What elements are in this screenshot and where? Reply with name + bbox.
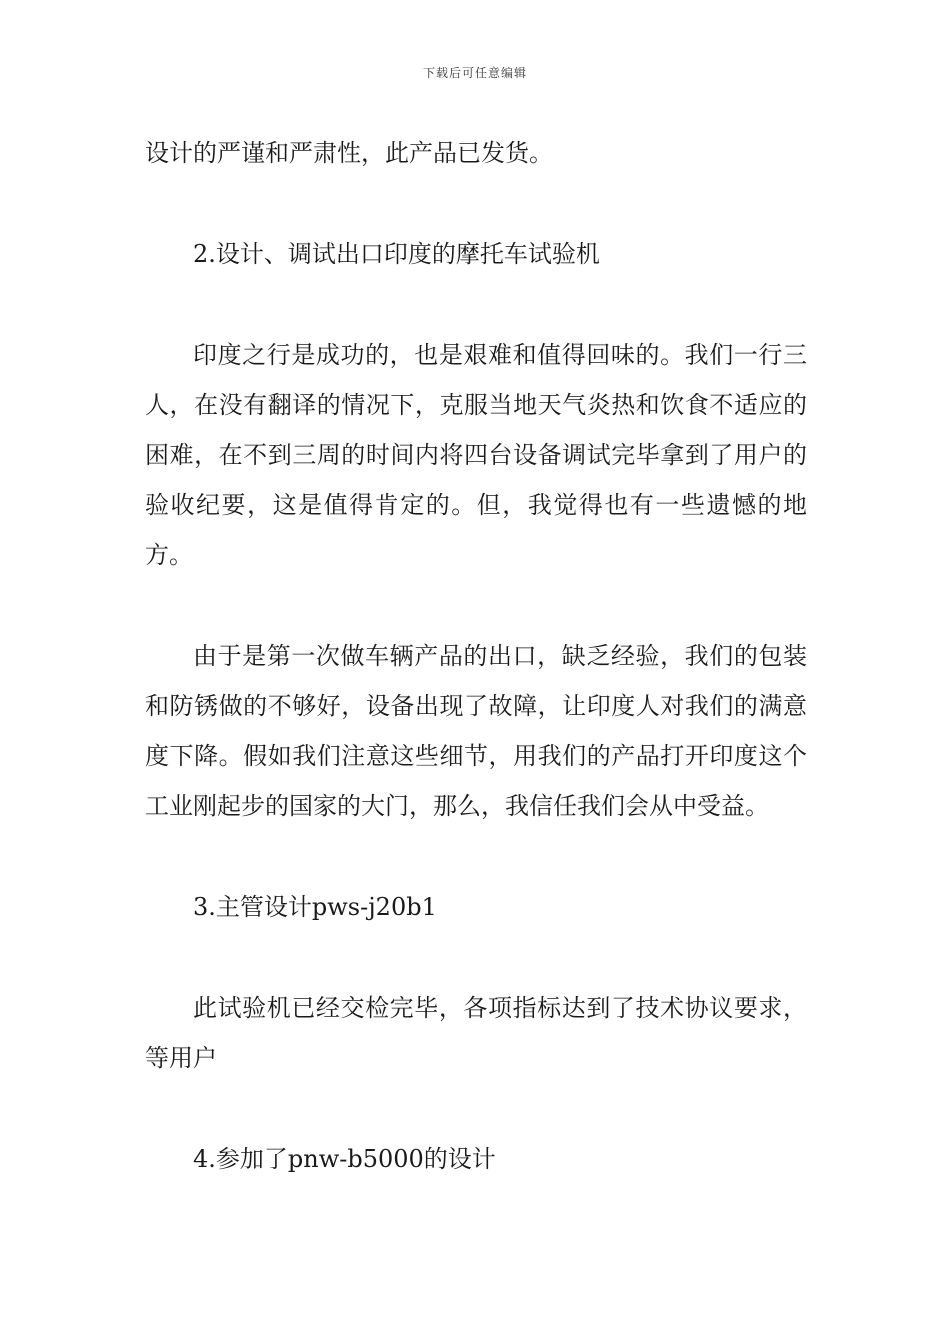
- paragraph-export-lessons: 由于是第一次做车辆产品的出口，缺乏经验，我们的包装和防锈做的不够好，设备出现了故障，让印度人对我们的满意度下降。假如我们注意这些细节，用我们的产品打开印度这个工业刚起步的国家的大门，那么，我信任我们会从中受益。: [145, 642, 807, 820]
- section-heading-2: 2.设计、调试出口印度的摩托车试验机: [193, 240, 600, 268]
- page-header: 下载后可任意编辑: [422, 66, 527, 80]
- paragraph-inspection: 此试验机已经交检完毕，各项指标达到了技术协议要求，等用户: [145, 994, 807, 1072]
- section-heading-4: 4.参加了pnw-b5000的设计: [193, 1145, 496, 1173]
- section-heading-3: 3.主管设计pws-j20b1: [193, 893, 437, 921]
- paragraph-continuation: 设计的严谨和严肃性，此产品已发货。: [145, 139, 553, 167]
- document-body: [145, 128, 807, 1184]
- paragraph-india-trip: 印度之行是成功的，也是艰难和值得回味的。我们一行三人，在没有翻译的情况下，克服当地天气炎热和饮食不适应的困难，在不到三周的时间内将四台设备调试完毕拿到了用户的验收纪要，这是值得肯定的。但，我觉得也有一些遗憾的地方。: [145, 341, 807, 569]
